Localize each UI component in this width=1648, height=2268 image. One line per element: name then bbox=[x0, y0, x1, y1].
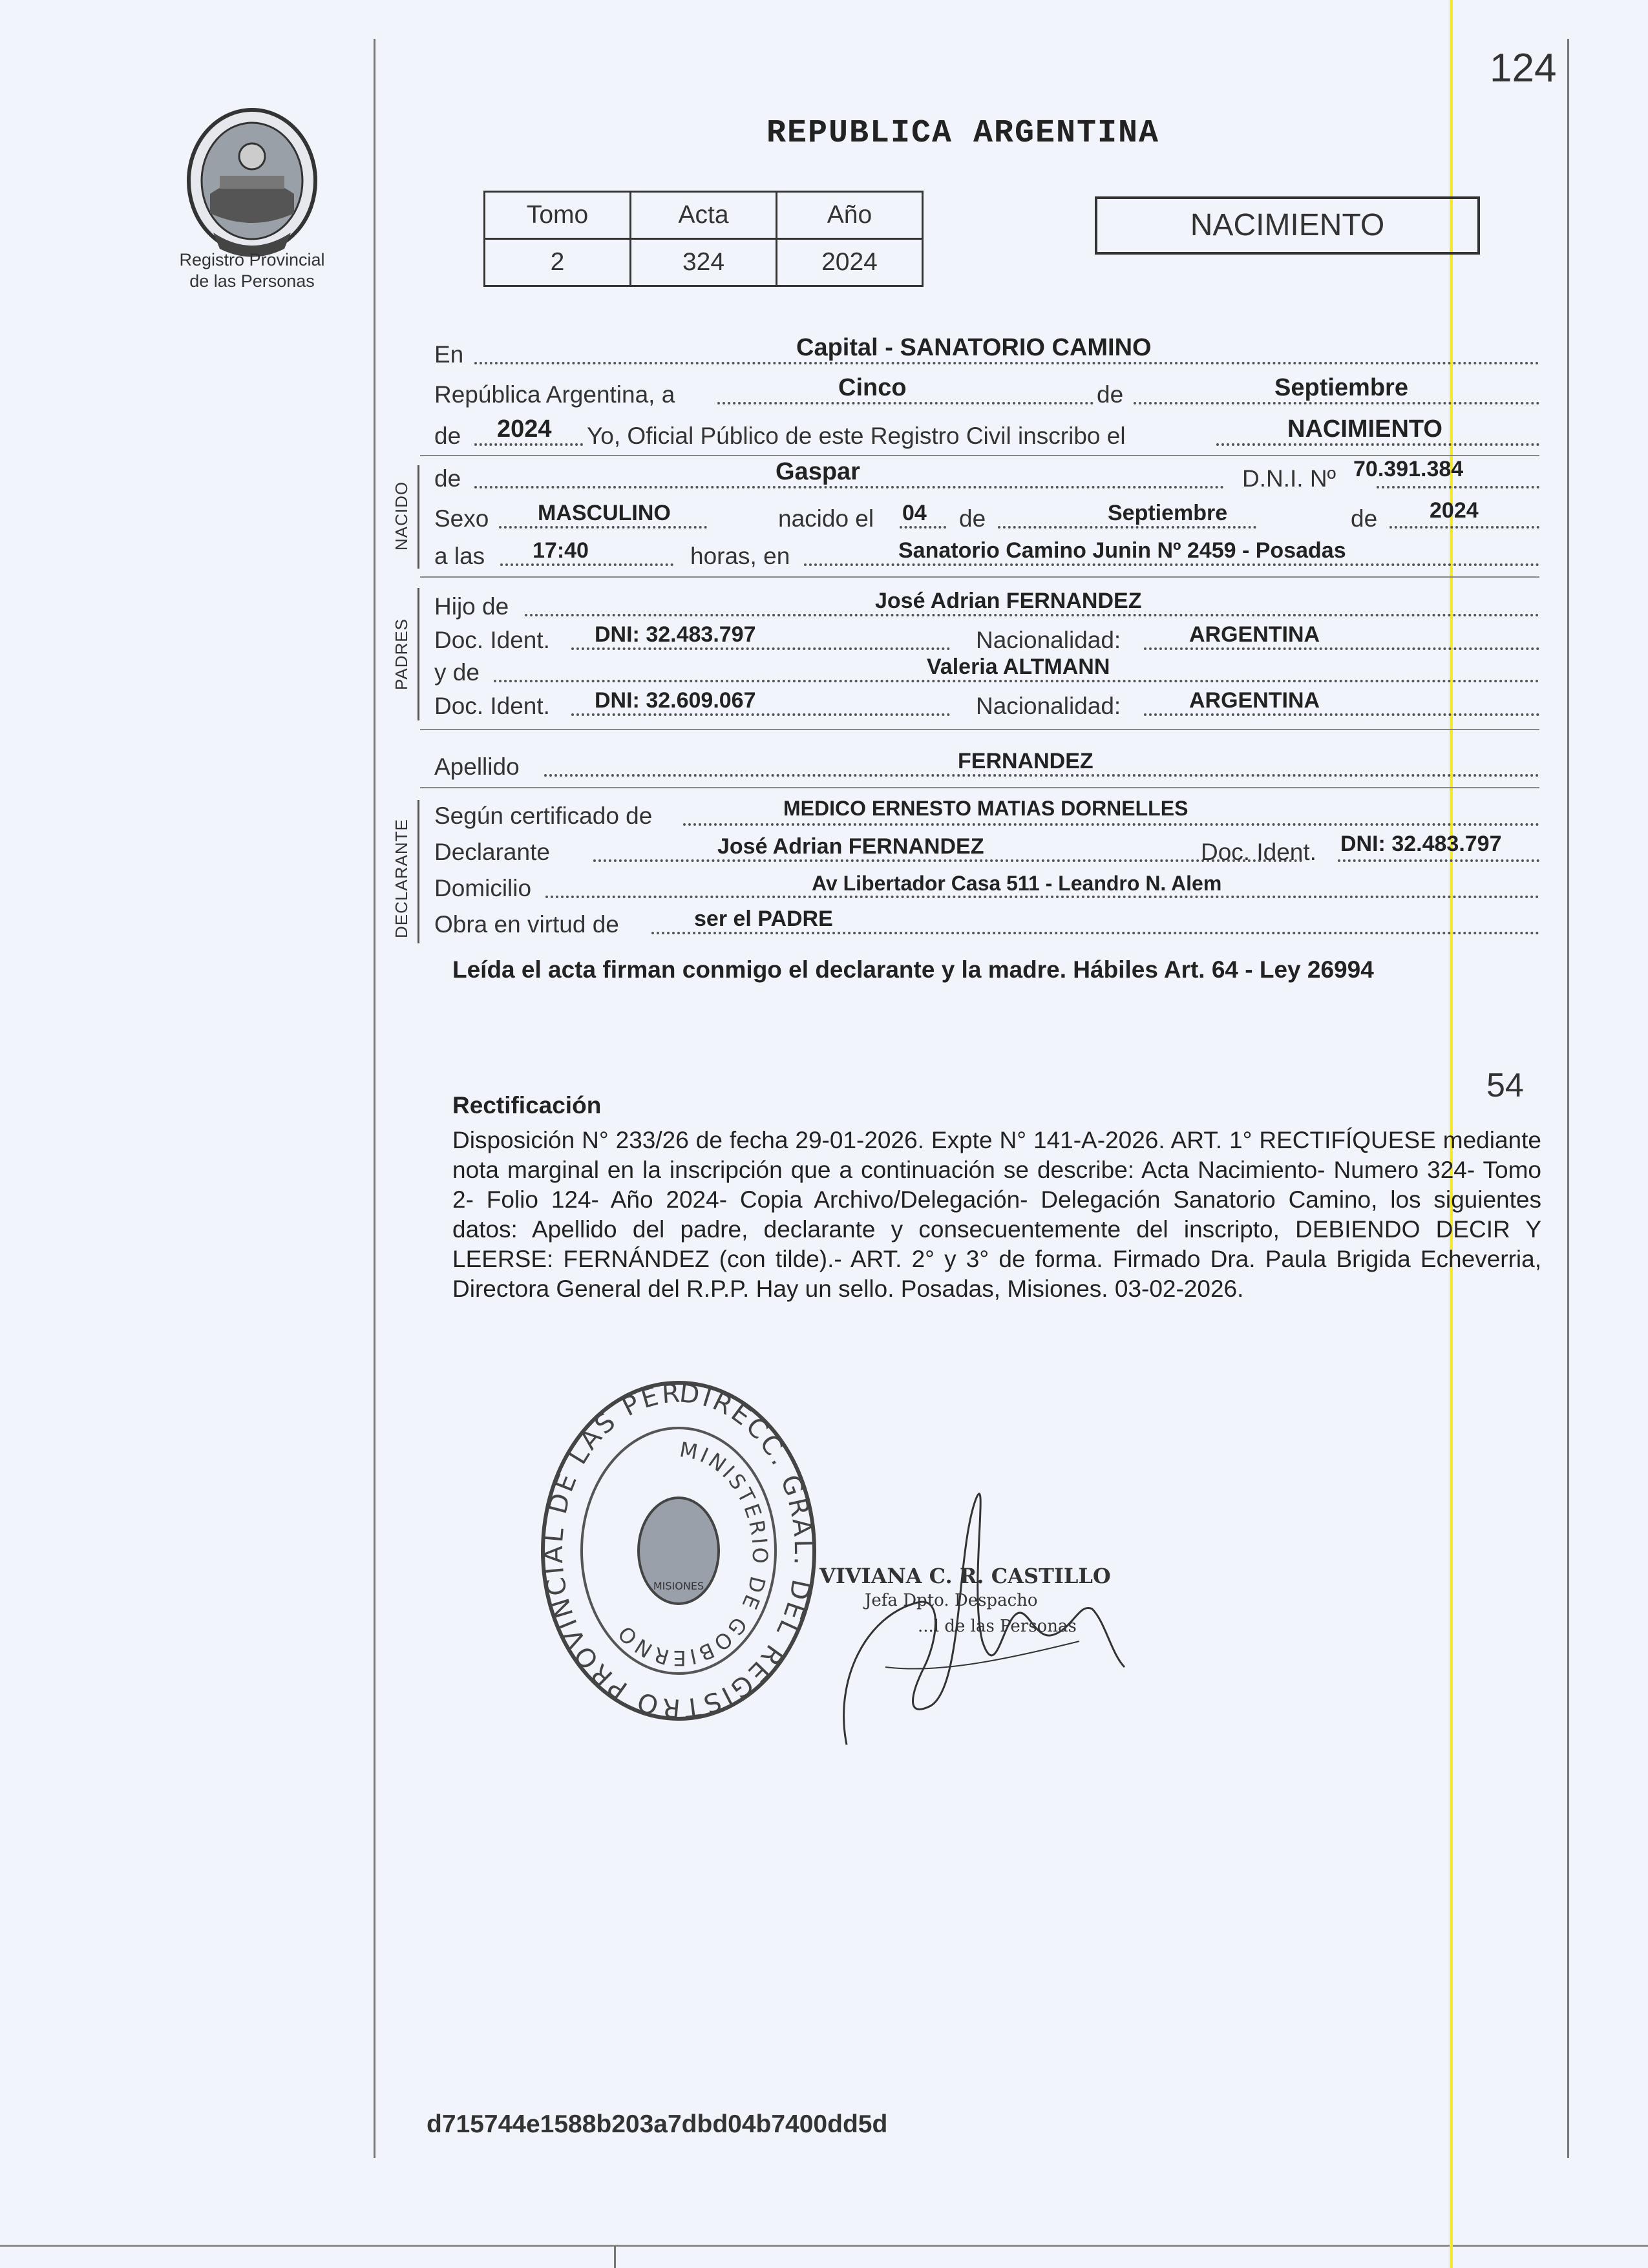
stamp-center-text: MISIONES bbox=[653, 1580, 704, 1592]
dotted-line bbox=[1144, 647, 1539, 650]
row-father-doc bbox=[434, 622, 1539, 656]
value-father-doc: DNI: 32.483.797 bbox=[595, 622, 756, 647]
section-label-declarante: DECLARANTE bbox=[392, 819, 411, 938]
value-domicilio: Av Libertador Casa 511 - Leandro N. Alem bbox=[812, 872, 1222, 895]
header-tomo: Tomo bbox=[485, 192, 631, 239]
section-label-nacido: NACIDO bbox=[392, 481, 411, 551]
header-ano: Año bbox=[777, 192, 923, 239]
value-mother-nat: ARGENTINA bbox=[1189, 688, 1320, 713]
dotted-line bbox=[900, 526, 946, 529]
row-hijo-de bbox=[434, 588, 1539, 623]
label-de-3: de bbox=[1351, 505, 1378, 532]
separator bbox=[420, 787, 1539, 788]
value-inscribe: NACIMIENTO bbox=[1287, 415, 1442, 443]
label-hijo-de: Hijo de bbox=[434, 593, 509, 620]
dotted-line bbox=[998, 526, 1256, 529]
row-sexo bbox=[434, 500, 1539, 535]
separator bbox=[420, 455, 1539, 456]
dotted-line bbox=[494, 680, 1539, 682]
dotted-line bbox=[571, 647, 950, 650]
row-nacido-name bbox=[434, 457, 1539, 495]
row-domicilio bbox=[434, 870, 1539, 905]
value-cert: MEDICO ERNESTO MATIAS DORNELLES bbox=[783, 797, 1188, 820]
dotted-line bbox=[1144, 713, 1539, 716]
dotted-line bbox=[1134, 402, 1539, 404]
value-father: José Adrian FERNANDEZ bbox=[875, 589, 1142, 613]
label-cert: Según certificado de bbox=[434, 803, 653, 829]
value-sexo: MASCULINO bbox=[538, 501, 671, 525]
value-acta: 324 bbox=[631, 239, 777, 286]
label-en: En bbox=[434, 341, 464, 368]
header-acta: Acta bbox=[631, 192, 777, 239]
dotted-line bbox=[499, 526, 707, 529]
value-day: Cinco bbox=[838, 374, 907, 401]
label-a-las: a las bbox=[434, 543, 485, 569]
separator bbox=[420, 729, 1539, 730]
margin-number: 54 bbox=[1486, 1067, 1524, 1104]
value-father-nat: ARGENTINA bbox=[1189, 622, 1320, 647]
document-title: REPUBLICA ARGENTINA bbox=[766, 115, 1160, 152]
row-obra bbox=[434, 906, 1539, 941]
dotted-line bbox=[474, 486, 1224, 488]
dotted-line bbox=[717, 402, 1093, 404]
value-mother: Valeria ALTMANN bbox=[927, 655, 1110, 679]
label-nacido-el: nacido el bbox=[778, 505, 874, 532]
rectificacion-text: Disposición N° 233/26 de fecha 29-01-2026. Expte N° 141-A-2026. ART. 1° RECTIFÍQUESE mediante nota marginal en la inscripción que a continuación se describe: Acta Nacimiento- Numero 324- Tomo 2- Folio 124- Año 2024- Copia Archivo/Delegación- Delegación Sanatorio Camino, los siguientes datos: Apellido del padre, declarante y consecuentemente del inscripto, DEBIENDO DECIR Y LEERSE: FERNÁNDEZ (con tilde).- ART. 2° y 3° de forma. Firmado Dra. Paula Brigida Echeverria, Directora General del R.P.P. Hay un sello. Posadas, Misiones. 03-02-2026. bbox=[452, 1127, 1541, 1302]
declarante-bracket bbox=[417, 800, 419, 943]
label-declarante: Declarante bbox=[434, 839, 550, 865]
stamp-inner-text: MINISTERIO DE GOBIERNO bbox=[611, 1437, 773, 1671]
stamp-outer-text: DIRECC. GRAL. DEL REGISTRO PROVINCIAL DE LAS PER bbox=[538, 1378, 819, 1723]
dotted-line bbox=[593, 859, 1303, 862]
label-de-nacido: de bbox=[434, 465, 461, 492]
row-year bbox=[434, 417, 1539, 452]
value-name: Gaspar bbox=[776, 458, 860, 485]
nacido-bracket bbox=[417, 465, 419, 569]
dotted-line bbox=[1377, 486, 1539, 488]
value-birth-year: 2024 bbox=[1430, 498, 1479, 523]
dotted-line bbox=[500, 563, 673, 566]
value-en: Capital - SANATORIO CAMINO bbox=[796, 334, 1152, 361]
row-declarante bbox=[434, 834, 1539, 868]
record-table bbox=[483, 191, 924, 287]
label-de-2: de bbox=[959, 505, 986, 532]
value-decl-doc: DNI: 32.483.797 bbox=[1340, 832, 1502, 856]
row-hora bbox=[434, 538, 1539, 572]
dotted-line bbox=[544, 774, 1539, 777]
dotted-line bbox=[1216, 443, 1539, 446]
label-mother-nat: Nacionalidad: bbox=[976, 693, 1121, 719]
row-y-de bbox=[434, 654, 1539, 689]
dotted-line bbox=[1389, 526, 1539, 529]
record-type-box: NACIMIENTO bbox=[1095, 196, 1480, 255]
label-de: de bbox=[1097, 381, 1124, 408]
value-ano: 2024 bbox=[777, 239, 923, 286]
label-republica: República Argentina, a bbox=[434, 381, 675, 408]
label-obra: Obra en virtud de bbox=[434, 911, 619, 938]
value-birth-place: Sanatorio Camino Junin Nº 2459 - Posadas bbox=[898, 538, 1346, 563]
value-apellido: FERNANDEZ bbox=[958, 749, 1093, 773]
logo-caption-line2: de las Personas bbox=[189, 271, 315, 291]
official-stamp bbox=[536, 1376, 821, 1738]
label-father-nat: Nacionalidad: bbox=[976, 627, 1121, 653]
closing-text: Leída el acta firman conmigo el declarante y la madre. Hábiles Art. 64 - Ley 26994 bbox=[452, 956, 1374, 983]
label-dni: D.N.I. Nº bbox=[1242, 465, 1336, 492]
right-margin-line bbox=[1567, 39, 1569, 2158]
label-mother-doc: Doc. Ident. bbox=[434, 693, 550, 719]
signature-role: Jefa Dpto. Despacho bbox=[865, 1591, 1038, 1610]
value-dni: 70.391.384 bbox=[1353, 457, 1464, 481]
bottom-margin-line bbox=[0, 2245, 1648, 2247]
dotted-line bbox=[804, 563, 1539, 566]
label-father-doc: Doc. Ident. bbox=[434, 627, 550, 653]
separator bbox=[420, 576, 1539, 578]
value-obra: ser el PADRE bbox=[694, 907, 833, 931]
dotted-line bbox=[525, 614, 1539, 616]
row-en bbox=[434, 336, 1539, 371]
logo-caption-line1: Registro Provincial bbox=[179, 250, 325, 269]
page-number: 124 bbox=[1490, 46, 1557, 90]
left-margin-line bbox=[374, 39, 375, 2158]
padres-bracket bbox=[417, 588, 419, 720]
dotted-line bbox=[474, 443, 583, 446]
signature-name: VIVIANA C. R. CASTILLO bbox=[819, 1564, 1111, 1588]
label-y-de: y de bbox=[434, 659, 480, 686]
logo-caption bbox=[155, 249, 349, 292]
label-apellido: Apellido bbox=[434, 753, 520, 780]
label-horas: horas, en bbox=[690, 543, 790, 569]
value-month: Septiembre bbox=[1274, 374, 1408, 401]
label-decl-doc: Doc. Ident. bbox=[1201, 839, 1316, 865]
row-certificado bbox=[434, 797, 1539, 832]
value-year: 2024 bbox=[497, 415, 552, 443]
dotted-line bbox=[1338, 859, 1539, 862]
bottom-tick-line bbox=[614, 2246, 616, 2268]
section-label-padres: PADRES bbox=[392, 618, 411, 690]
rectificacion-title: Rectificación bbox=[452, 1092, 602, 1118]
row-mother-doc bbox=[434, 688, 1539, 722]
dotted-line bbox=[474, 362, 1539, 364]
row-republica bbox=[434, 376, 1539, 411]
value-declarante: José Adrian FERNANDEZ bbox=[717, 834, 984, 859]
dotted-line bbox=[651, 932, 1539, 934]
label-domicilio: Domicilio bbox=[434, 875, 532, 901]
row-apellido bbox=[434, 748, 1539, 783]
value-time: 17:40 bbox=[533, 538, 589, 563]
value-tomo: 2 bbox=[485, 239, 631, 286]
document-hash: d715744e1588b203a7dbd04b7400dd5d bbox=[427, 2110, 888, 2138]
value-birth-day: 04 bbox=[902, 501, 927, 525]
label-de-year: de bbox=[434, 423, 461, 449]
dotted-line bbox=[683, 823, 1539, 826]
label-sexo: Sexo bbox=[434, 505, 489, 532]
value-mother-doc: DNI: 32.609.067 bbox=[595, 688, 756, 713]
label-yo: Yo, Oficial Público de este Registro Civil inscribo el bbox=[587, 423, 1126, 449]
signature-dept: ...l de las Personas bbox=[918, 1617, 1077, 1636]
value-birth-month: Septiembre bbox=[1108, 501, 1228, 525]
dotted-line bbox=[571, 713, 950, 716]
dotted-line bbox=[545, 896, 1539, 898]
